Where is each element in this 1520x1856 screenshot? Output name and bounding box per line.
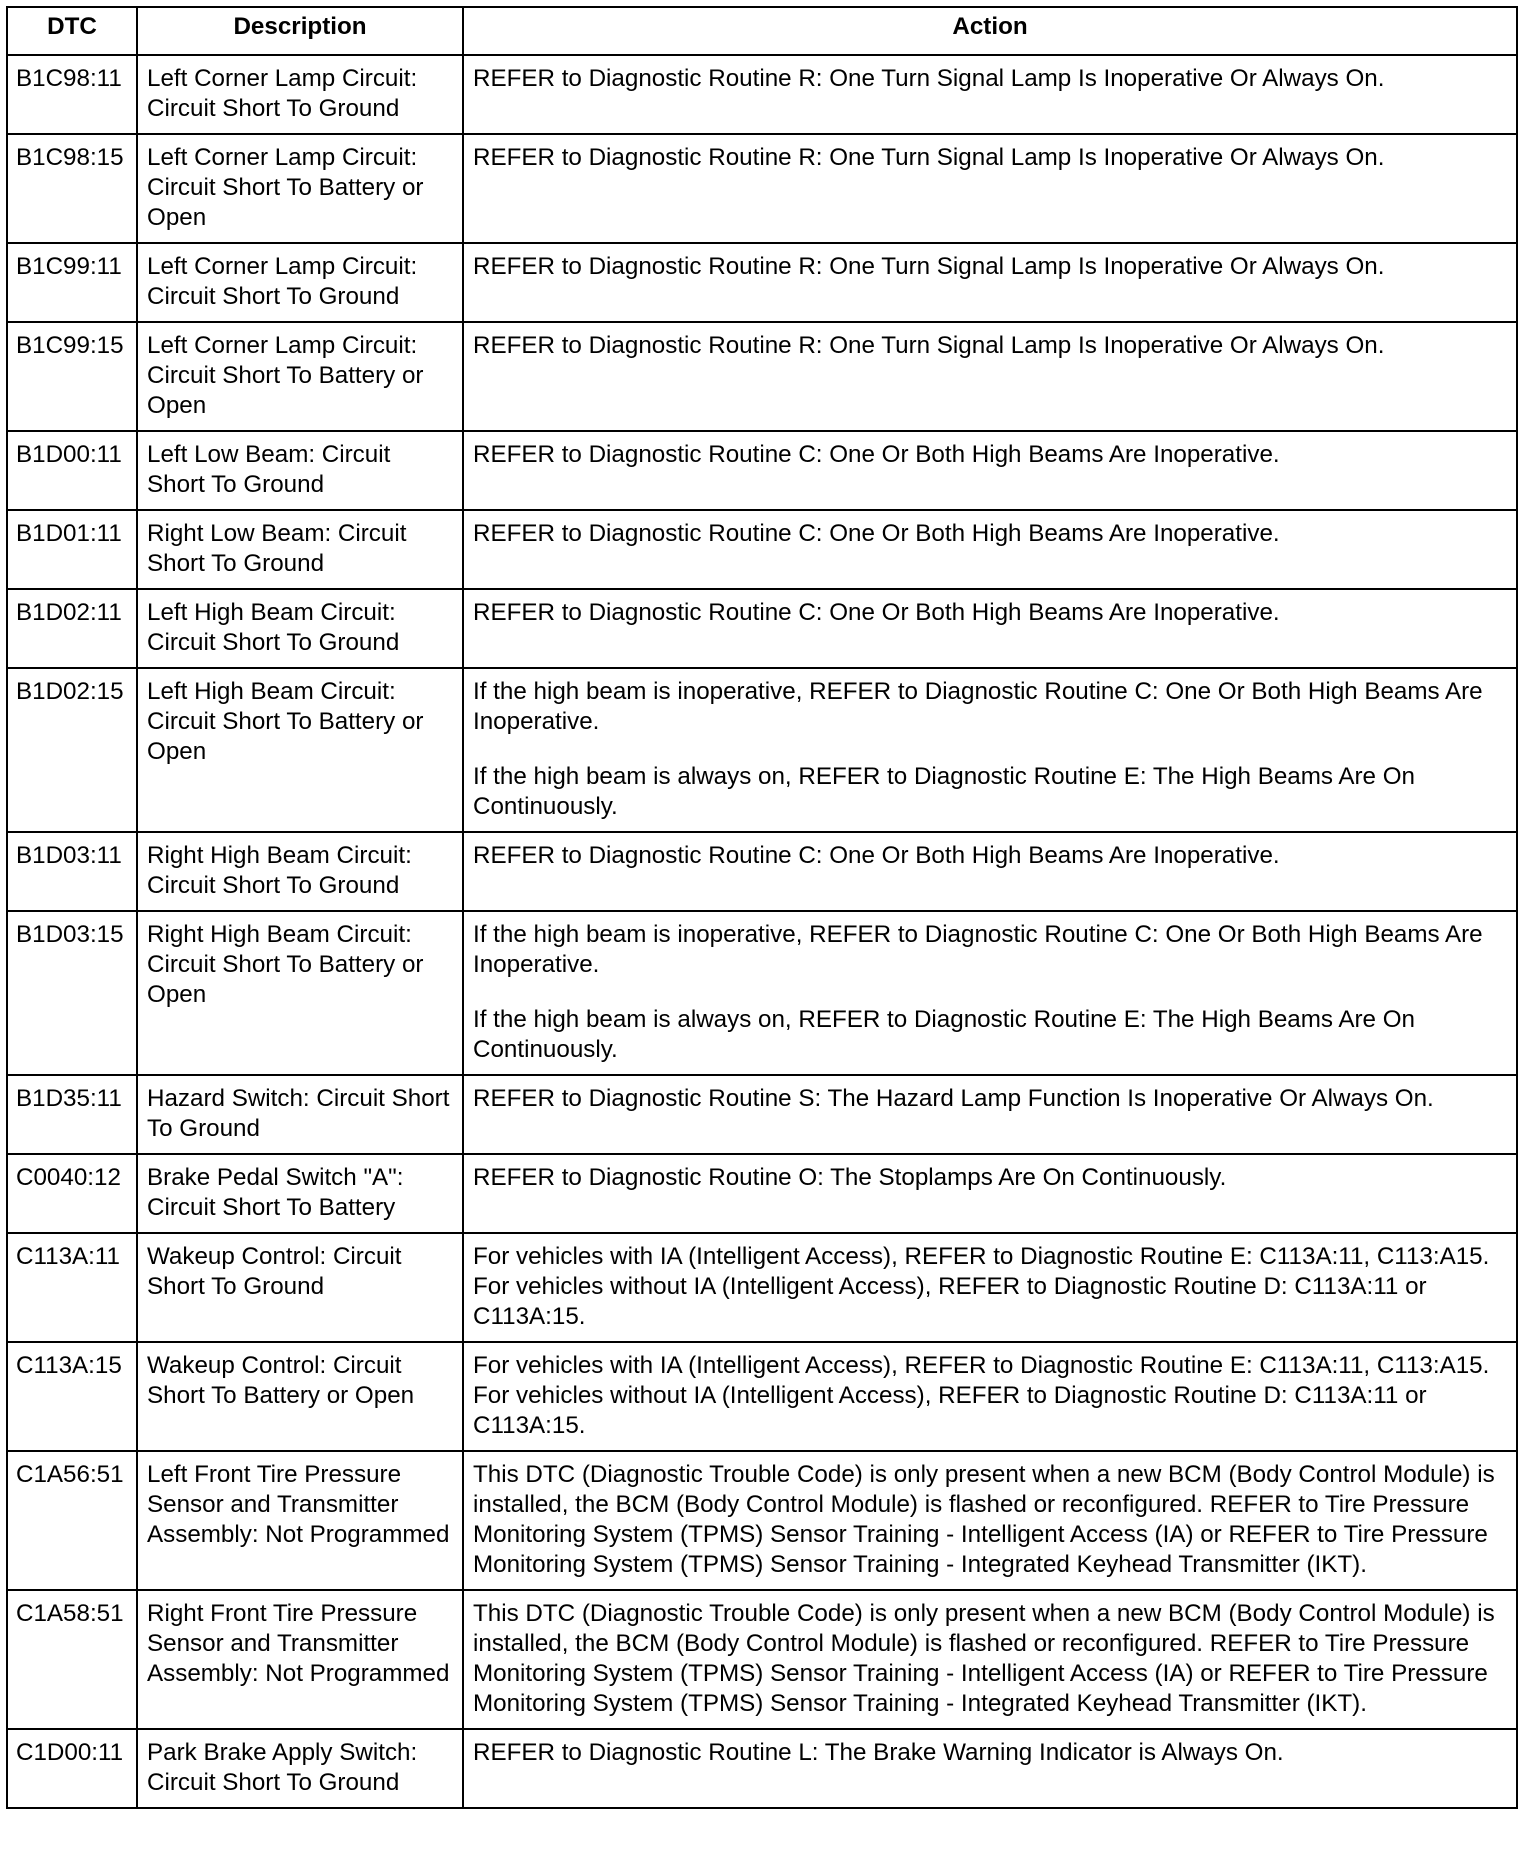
- dtc-code-cell: B1D02:15: [7, 668, 137, 832]
- dtc-code-cell: B1C99:15: [7, 322, 137, 431]
- table-row: [7, 55, 1517, 134]
- action-cell: [463, 668, 1517, 832]
- action-cell: [463, 55, 1517, 134]
- dtc-code-cell: C1D00:11: [7, 1729, 137, 1808]
- header-dtc: DTC: [7, 7, 137, 55]
- action-cell: [463, 322, 1517, 431]
- action-cell: [463, 1075, 1517, 1154]
- description-cell: Left Corner Lamp Circuit: Circuit Short To Ground: [137, 55, 463, 134]
- table-row: [7, 668, 1517, 832]
- dtc-code-cell: B1C98:11: [7, 55, 137, 134]
- table-row: [7, 243, 1517, 322]
- action-paragraph: For vehicles with IA (Intelligent Access), REFER to Diagnostic Routine E: C113A:11, C113:A15. For vehicles without IA (Intelligent Access), REFER to Diagnostic Routine D: C113A:11 or C113A:15.: [473, 1352, 1490, 1439]
- table-row: [7, 134, 1517, 243]
- action-cell: [463, 911, 1517, 1075]
- action-paragraph: REFER to Diagnostic Routine R: One Turn Signal Lamp Is Inoperative Or Always On.: [473, 332, 1385, 359]
- action-cell: [463, 1729, 1517, 1808]
- description-cell: Wakeup Control: Circuit Short To Battery or Open: [137, 1342, 463, 1451]
- dtc-code-cell: B1D01:11: [7, 510, 137, 589]
- dtc-code-cell: C113A:15: [7, 1342, 137, 1451]
- description-cell: Right High Beam Circuit: Circuit Short To Ground: [137, 832, 463, 911]
- description-cell: Hazard Switch: Circuit Short To Ground: [137, 1075, 463, 1154]
- dtc-table: [6, 6, 1518, 1809]
- action-paragraph: REFER to Diagnostic Routine C: One Or Both High Beams Are Inoperative.: [473, 599, 1280, 626]
- action-paragraph: REFER to Diagnostic Routine C: One Or Both High Beams Are Inoperative.: [473, 441, 1280, 468]
- table-row: [7, 911, 1517, 1075]
- table-row: [7, 431, 1517, 510]
- action-cell: [463, 134, 1517, 243]
- action-cell: [463, 431, 1517, 510]
- description-cell: Left Corner Lamp Circuit: Circuit Short To Battery or Open: [137, 322, 463, 431]
- dtc-code-cell: B1C98:15: [7, 134, 137, 243]
- action-cell: [463, 1342, 1517, 1451]
- action-paragraph: If the high beam is always on, REFER to Diagnostic Routine E: The High Beams Are On Continuously.: [473, 763, 1415, 820]
- header-action: Action: [463, 7, 1517, 55]
- table-row: [7, 1154, 1517, 1233]
- description-cell: Right High Beam Circuit: Circuit Short To Battery or Open: [137, 911, 463, 1075]
- description-cell: Brake Pedal Switch "A": Circuit Short To Battery: [137, 1154, 463, 1233]
- description-cell: Wakeup Control: Circuit Short To Ground: [137, 1233, 463, 1342]
- action-cell: [463, 589, 1517, 668]
- table-body: [7, 55, 1517, 1808]
- action-cell: [463, 243, 1517, 322]
- description-cell: Left Corner Lamp Circuit: Circuit Short To Ground: [137, 243, 463, 322]
- action-paragraph: REFER to Diagnostic Routine R: One Turn Signal Lamp Is Inoperative Or Always On.: [473, 65, 1385, 92]
- table-row: [7, 322, 1517, 431]
- action-cell: [463, 1451, 1517, 1590]
- action-cell: [463, 1590, 1517, 1729]
- table-row: [7, 1342, 1517, 1451]
- dtc-code-cell: C1A58:51: [7, 1590, 137, 1729]
- action-cell: [463, 1154, 1517, 1233]
- action-paragraph: REFER to Diagnostic Routine O: The Stoplamps Are On Continuously.: [473, 1164, 1227, 1191]
- dtc-code-cell: B1D35:11: [7, 1075, 137, 1154]
- table-row: [7, 832, 1517, 911]
- description-cell: Left Front Tire Pressure Sensor and Transmitter Assembly: Not Programmed: [137, 1451, 463, 1590]
- action-paragraph: If the high beam is inoperative, REFER to Diagnostic Routine C: One Or Both High Beams Are Inoperative.: [473, 678, 1483, 735]
- action-cell: [463, 1233, 1517, 1342]
- description-cell: Right Front Tire Pressure Sensor and Transmitter Assembly: Not Programmed: [137, 1590, 463, 1729]
- table-row: [7, 1590, 1517, 1729]
- action-paragraph: If the high beam is inoperative, REFER to Diagnostic Routine C: One Or Both High Beams Are Inoperative.: [473, 921, 1483, 978]
- action-paragraph: REFER to Diagnostic Routine R: One Turn Signal Lamp Is Inoperative Or Always On.: [473, 144, 1385, 171]
- action-paragraph: REFER to Diagnostic Routine C: One Or Both High Beams Are Inoperative.: [473, 520, 1280, 547]
- action-cell: [463, 832, 1517, 911]
- dtc-code-cell: C113A:11: [7, 1233, 137, 1342]
- description-cell: Left High Beam Circuit: Circuit Short To Ground: [137, 589, 463, 668]
- action-paragraph: REFER to Diagnostic Routine S: The Hazard Lamp Function Is Inoperative Or Always On.: [473, 1085, 1434, 1112]
- dtc-code-cell: C1A56:51: [7, 1451, 137, 1590]
- dtc-code-cell: B1D03:11: [7, 832, 137, 911]
- dtc-code-cell: B1D02:11: [7, 589, 137, 668]
- dtc-code-cell: B1D03:15: [7, 911, 137, 1075]
- table-header-row: [7, 7, 1517, 55]
- action-paragraph: If the high beam is always on, REFER to Diagnostic Routine E: The High Beams Are On Continuously.: [473, 1006, 1415, 1063]
- dtc-code-cell: B1C99:11: [7, 243, 137, 322]
- action-paragraph: For vehicles with IA (Intelligent Access), REFER to Diagnostic Routine E: C113A:11, C113:A15. For vehicles without IA (Intelligent Access), REFER to Diagnostic Routine D: C113A:11 or C113A:15.: [473, 1243, 1490, 1330]
- action-paragraph: REFER to Diagnostic Routine R: One Turn Signal Lamp Is Inoperative Or Always On.: [473, 253, 1385, 280]
- header-description: Description: [137, 7, 463, 55]
- description-cell: Left High Beam Circuit: Circuit Short To Battery or Open: [137, 668, 463, 832]
- action-paragraph: This DTC (Diagnostic Trouble Code) is only present when a new BCM (Body Control Module) is installed, the BCM (Body Control Module) is flashed or reconfigured. REFER to Tire Pressure Monitoring System (TPMS) Sensor Training - Intelligent Access (IA) or REFER to Tire Pressure Monitoring System (TPMS) Sensor Training - Integrated Keyhead Transmitter (IKT).: [473, 1461, 1495, 1578]
- action-paragraph: REFER to Diagnostic Routine L: The Brake Warning Indicator is Always On.: [473, 1739, 1284, 1766]
- description-cell: Park Brake Apply Switch: Circuit Short To Ground: [137, 1729, 463, 1808]
- description-cell: Right Low Beam: Circuit Short To Ground: [137, 510, 463, 589]
- table-row: [7, 1451, 1517, 1590]
- action-paragraph: REFER to Diagnostic Routine C: One Or Both High Beams Are Inoperative.: [473, 842, 1280, 869]
- table-row: [7, 1075, 1517, 1154]
- table-row: [7, 589, 1517, 668]
- description-cell: Left Low Beam: Circuit Short To Ground: [137, 431, 463, 510]
- table-row: [7, 1233, 1517, 1342]
- action-paragraph: This DTC (Diagnostic Trouble Code) is only present when a new BCM (Body Control Module) is installed, the BCM (Body Control Module) is flashed or reconfigured. REFER to Tire Pressure Monitoring System (TPMS) Sensor Training - Intelligent Access (IA) or REFER to Tire Pressure Monitoring System (TPMS) Sensor Training - Integrated Keyhead Transmitter (IKT).: [473, 1600, 1495, 1717]
- dtc-code-cell: B1D00:11: [7, 431, 137, 510]
- dtc-code-cell: C0040:12: [7, 1154, 137, 1233]
- table-row: [7, 1729, 1517, 1808]
- description-cell: Left Corner Lamp Circuit: Circuit Short To Battery or Open: [137, 134, 463, 243]
- table-row: [7, 510, 1517, 589]
- action-cell: [463, 510, 1517, 589]
